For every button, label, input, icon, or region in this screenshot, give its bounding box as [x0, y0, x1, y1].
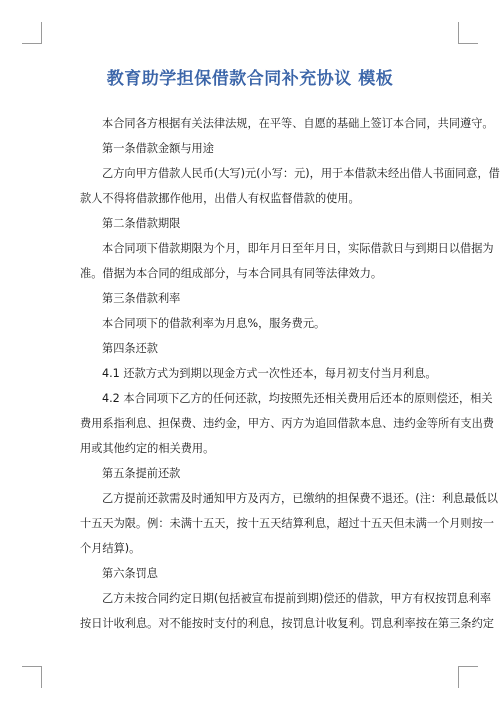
paragraph-line: 本合同项下的借款利率为月息%，服务费元。 — [102, 317, 326, 330]
section-heading: 第四条还款 — [102, 342, 158, 355]
paragraph-line: 十五天为限。例：未满十五天，按十五天结算利息，超过十五天但未满一个月则按一 — [80, 517, 494, 530]
paragraph-line: 个月结算)。 — [80, 542, 141, 555]
crop-mark-bottom-left — [41, 666, 42, 688]
crop-mark-bottom-left — [22, 666, 42, 667]
crop-mark-top-left — [41, 22, 42, 44]
section-heading: 第三条借款利率 — [102, 292, 181, 305]
crop-mark-top-left — [22, 43, 42, 44]
paragraph-line: 4.1 还款方式为到期以现金方式一次性还本，每月初支付当月利息。 — [102, 367, 437, 380]
crop-mark-top-right — [458, 22, 459, 44]
paragraph-line: 费用系指利息、担保费、违约金，甲方、丙方为追回借款本息、违约金等所有支出费 — [80, 417, 494, 430]
paragraph-line: 用或其他约定的相关费用。 — [80, 442, 215, 455]
crop-mark-bottom-right — [458, 666, 478, 667]
section-heading: 第二条借款期限 — [102, 217, 181, 230]
section-heading: 第一条借款金额与用途 — [102, 142, 214, 155]
crop-mark-top-right — [458, 43, 478, 44]
document-title: 教育助学担保借款合同补充协议 模板 — [106, 69, 394, 89]
paragraph-line: 按日计收利息。对不能按时支付的利息，按罚息计收复利。罚息利率按在第三条约定 — [80, 617, 494, 630]
section-heading: 第五条提前还款 — [102, 467, 181, 480]
paragraph-line: 4.2 本合同项下乙方的任何还款，均按照先还相关费用后还本的原则偿还，相关 — [102, 392, 493, 405]
paragraph-line: 本合同各方根据有关法律法规，在平等、自愿的基础上签订本合同，共同遵守。 — [102, 117, 494, 130]
paragraph-line: 款人不得将借款挪作他用，出借人有权监督借款的使用。 — [80, 192, 360, 205]
paragraph-line: 本合同项下借款期限为个月，即年月日至年月日，实际借款日与到期日以借据为 — [102, 242, 494, 255]
section-heading: 第六条罚息 — [102, 567, 158, 580]
paragraph-line: 乙方提前还款需及时通知甲方及丙方，已缴纳的担保费不退还。(注：利息最低以 — [102, 492, 498, 505]
crop-mark-bottom-right — [458, 666, 459, 688]
paragraph-line: 乙方未按合同约定日期(包括被宣布提前到期)偿还的借款，甲方有权按罚息利率 — [102, 592, 492, 605]
paragraph-line: 乙方向甲方借款人民币(大写)元(小写：元)，用于本借款未经出借人书面同意，借 — [102, 167, 500, 180]
paragraph-line: 准。借据为本合同的组成部分，与本合同具有同等法律效力。 — [80, 267, 383, 280]
